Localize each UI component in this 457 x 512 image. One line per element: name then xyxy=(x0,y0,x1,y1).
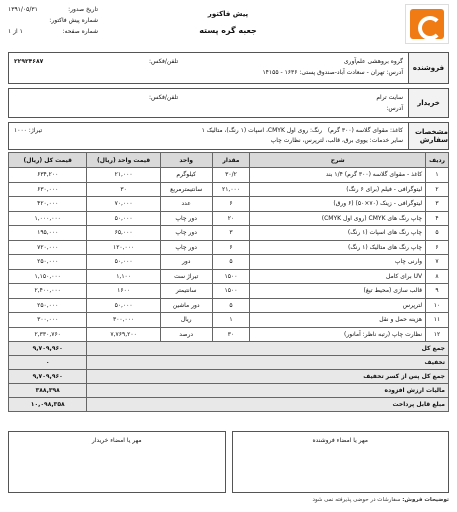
cell-quantity: ۱۵۰۰ xyxy=(212,269,250,284)
cell-total-price: ۲۵۰,۰۰۰ xyxy=(9,298,87,313)
cell-quantity: ۶ xyxy=(212,240,250,255)
totals-label: تخفیف xyxy=(87,356,449,370)
cell-quantity: ۵ xyxy=(212,298,250,313)
table-row xyxy=(9,197,449,212)
table-row xyxy=(9,182,449,197)
table-row xyxy=(9,240,449,255)
specs-paper: کاغذ: مقوای گلاسه (۳۰۰ گرم) xyxy=(327,127,403,134)
cell-description: قالب سازی (محیط تیغ) xyxy=(250,284,426,299)
table-row xyxy=(9,284,449,299)
totals-label: جمع کل xyxy=(87,342,449,356)
specs-label: مشخصات سفارش xyxy=(408,123,448,149)
col-header-total-price: قیمت کل (ریال) xyxy=(9,153,87,168)
buyer-label: خریدار xyxy=(408,89,448,117)
totals-label: مالیات ارزش افزوده xyxy=(87,384,449,398)
cell-total-price: ۴۲۰,۰۰۰ xyxy=(9,197,87,212)
cell-description: لترپرس xyxy=(250,298,426,313)
buyer-phone-label: تلفن/فکس: xyxy=(149,94,179,101)
cell-quantity: ۳۰ xyxy=(212,327,250,342)
seller-signature-box: مهر یا امضاء فروشنده xyxy=(232,431,450,493)
cell-description: وارنی چاپ xyxy=(250,255,426,270)
table-row xyxy=(9,168,449,183)
page-value: ۱ از ۱ xyxy=(8,28,23,35)
cell-unit: سانتیمتر xyxy=(160,284,212,299)
cell-unit: دور چاپ xyxy=(160,240,212,255)
cell-quantity: ۳۰/۲ xyxy=(212,168,250,183)
table-row xyxy=(9,255,449,270)
buyer-address: آدرس: xyxy=(386,105,403,112)
cell-quantity: ۲۰ xyxy=(212,211,250,226)
cell-total-price: ۱۹۵,۰۰۰ xyxy=(9,226,87,241)
cell-unit: عدد xyxy=(160,197,212,212)
cell-quantity: ۳ xyxy=(212,226,250,241)
table-row xyxy=(9,298,449,313)
table-row xyxy=(9,313,449,328)
table-row xyxy=(9,269,449,284)
footer-note xyxy=(313,497,449,503)
totals-label: جمع کل پس از کسر تخفیف xyxy=(87,370,449,384)
table-row xyxy=(9,327,449,342)
seller-phone-label: تلفن/فکس: xyxy=(149,58,179,65)
cell-unit-price: ۵۰,۰۰۰ xyxy=(87,298,160,313)
cell-unit: کیلوگرم xyxy=(160,168,212,183)
cell-description: چاپ رنگ های اسپات (۱ رنگ) xyxy=(250,226,426,241)
cell-unit-price: ۷۰,۰۰۰ xyxy=(87,197,160,212)
cell-row-number: ۹ xyxy=(426,284,449,299)
cell-description: هزینه حمل و نقل xyxy=(250,313,426,328)
cell-unit: ریال xyxy=(160,313,212,328)
cell-row-number: ۱۲ xyxy=(426,327,449,342)
seller-section xyxy=(8,52,449,84)
cell-unit: دور چاپ xyxy=(160,211,212,226)
cell-description: کاغذ - مقوای گلاسه (۳۰۰ گرم) ۱/۴ بند xyxy=(250,168,426,183)
cell-unit-price: ۶۵,۰۰۰ xyxy=(87,226,160,241)
cell-unit-price: ۷,۷۶۹,۲۰۰ xyxy=(87,327,160,342)
totals-value: ۱۰,۰۹۸,۳۵۸ xyxy=(9,398,87,412)
cell-description: لیتوگرافی - فیلم (برای ۶ رنگ) xyxy=(250,182,426,197)
specs-paper-color xyxy=(14,126,403,136)
buyer-name: سایت ترام xyxy=(376,94,403,101)
number-label: شماره پیش فاکتور: xyxy=(49,17,98,24)
cell-total-price: ۶۳۰,۰۰۰ xyxy=(9,182,87,197)
footer-text: سفارشات در حوضی پذیرفته نمی شود xyxy=(312,497,401,503)
cell-total-price: ۲,۳۳۰,۷۶۰ xyxy=(9,327,87,342)
cell-unit-price: ۳۰ xyxy=(87,182,160,197)
cell-row-number: ۵ xyxy=(426,226,449,241)
cell-total-price: ۷۲۰,۰۰۰ xyxy=(9,240,87,255)
seller-label: فروشنده xyxy=(408,53,448,83)
items-table xyxy=(8,152,449,412)
cell-row-number: ۸ xyxy=(426,269,449,284)
cell-unit: دور xyxy=(160,255,212,270)
cell-quantity: ۶ xyxy=(212,197,250,212)
cell-total-price: ۱,۱۵۰,۰۰۰ xyxy=(9,269,87,284)
totals-row xyxy=(9,342,449,356)
specs-color: رنگ: روی اول CMYK، اسپات (۱ رنگ)، متالیک ۱ xyxy=(201,127,322,134)
cell-total-price: ۶۳۴,۲۰۰ xyxy=(9,168,87,183)
table-row xyxy=(9,211,449,226)
cell-row-number: ۱۱ xyxy=(426,313,449,328)
totals-value: ۳۸۸,۳۹۸ xyxy=(9,384,87,398)
invoice-subtitle: جعبه گره پسته xyxy=(199,26,257,35)
totals-value: ۹,۷۰۹,۹۶۰ xyxy=(9,370,87,384)
date-label: تاریخ صدور: xyxy=(68,6,98,13)
cell-description: نظارت چاپ (رتبه ناظر: آمانور) xyxy=(250,327,426,342)
cell-total-price: ۳۰۰,۰۰۰ xyxy=(9,313,87,328)
buyer-signature-box: مهر یا امضاء خریدار xyxy=(8,431,226,493)
page-label: شماره صفحه: xyxy=(62,28,98,35)
table-header-row xyxy=(9,153,449,168)
col-header-row-number: ردیف xyxy=(426,153,449,168)
cell-unit-price: ۱۶۰۰ xyxy=(87,284,160,299)
totals-row xyxy=(9,356,449,370)
cell-quantity: ۱ xyxy=(212,313,250,328)
cell-row-number: ۶ xyxy=(426,240,449,255)
cell-total-price: ۲۵۰,۰۰۰ xyxy=(9,255,87,270)
table-row xyxy=(9,226,449,241)
company-logo xyxy=(405,4,449,44)
specs-services: سایر خدمات: یووی برق، قالب، لترپرس، نظارت چاپ xyxy=(270,137,403,144)
totals-row xyxy=(9,398,449,412)
col-header-unit: واحد xyxy=(160,153,212,168)
col-header-unit-price: قیمت واحد (ریال) xyxy=(87,153,160,168)
cell-total-price: ۱,۰۰۰,۰۰۰ xyxy=(9,211,87,226)
cell-unit-price: ۱۲۰,۰۰۰ xyxy=(87,240,160,255)
cell-unit: سانتیمترمربع xyxy=(160,182,212,197)
invoice-title: پیش فاکتور xyxy=(207,10,249,18)
cell-quantity: ۲۱,۰۰۰ xyxy=(212,182,250,197)
cell-description: UV برای کامل xyxy=(250,269,426,284)
cell-description: چاپ رنگ های CMYK (روی اول CMYK) xyxy=(250,211,426,226)
totals-row xyxy=(9,370,449,384)
invoice-header xyxy=(8,4,449,48)
cell-quantity: ۵ xyxy=(212,255,250,270)
cell-unit-price: ۵۰,۰۰۰ xyxy=(87,255,160,270)
seller-address: آدرس: تهران - سعادت آباد-صندوق پستی: ۱۶۳۶ - ۱۴۱۵۵ xyxy=(262,69,403,76)
cell-unit: دور چاپ xyxy=(160,226,212,241)
seller-phone-value: ۲۲۹۲۴۶۸۷ xyxy=(14,58,44,65)
cell-total-price: ۲,۴۰۰,۰۰۰ xyxy=(9,284,87,299)
cell-unit-price: ۲۱,۰۰۰ xyxy=(87,168,160,183)
cell-row-number: ۲ xyxy=(426,182,449,197)
cell-row-number: ۱۰ xyxy=(426,298,449,313)
signatures xyxy=(8,431,449,493)
specs-tiraj: تیراژ: ۱۰۰۰ xyxy=(14,127,43,134)
cell-unit-price: ۱,۱۰۰ xyxy=(87,269,160,284)
cell-unit: دور ماشین xyxy=(160,298,212,313)
cell-row-number: ۴ xyxy=(426,211,449,226)
cell-quantity: ۱۵۰۰ xyxy=(212,284,250,299)
cell-description: لیتوگرافی - زینک (۷۰×۵۰) (۶ ورق) xyxy=(250,197,426,212)
date-value: ۱۳۹۱/۰۵/۳۱ xyxy=(8,6,38,13)
cell-unit: تیراژ ست xyxy=(160,269,212,284)
cell-row-number: ۷ xyxy=(426,255,449,270)
totals-value: ۰ xyxy=(9,356,87,370)
cell-unit-price: ۳۰۰,۰۰۰ xyxy=(87,313,160,328)
cell-unit-price: ۵۰,۰۰۰ xyxy=(87,211,160,226)
totals-value: ۹,۷۰۹,۹۶۰ xyxy=(9,342,87,356)
order-specs xyxy=(8,122,449,150)
cell-description: چاپ رنگ های متالیک (۱ رنگ) xyxy=(250,240,426,255)
col-header-description: شرح xyxy=(250,153,426,168)
col-header-quantity: مقدار xyxy=(212,153,250,168)
seller-name: گروه بروهشی علم‌آوری xyxy=(343,58,403,65)
cell-unit: درصد xyxy=(160,327,212,342)
buyer-section xyxy=(8,88,449,118)
invoice-titles xyxy=(158,10,298,35)
invoice-meta xyxy=(8,4,98,37)
footer-label: توضیحات فروش: xyxy=(402,497,449,503)
totals-label: مبلغ قابل پرداخت xyxy=(87,398,449,412)
cell-row-number: ۱ xyxy=(426,168,449,183)
cell-row-number: ۳ xyxy=(426,197,449,212)
totals-row xyxy=(9,384,449,398)
